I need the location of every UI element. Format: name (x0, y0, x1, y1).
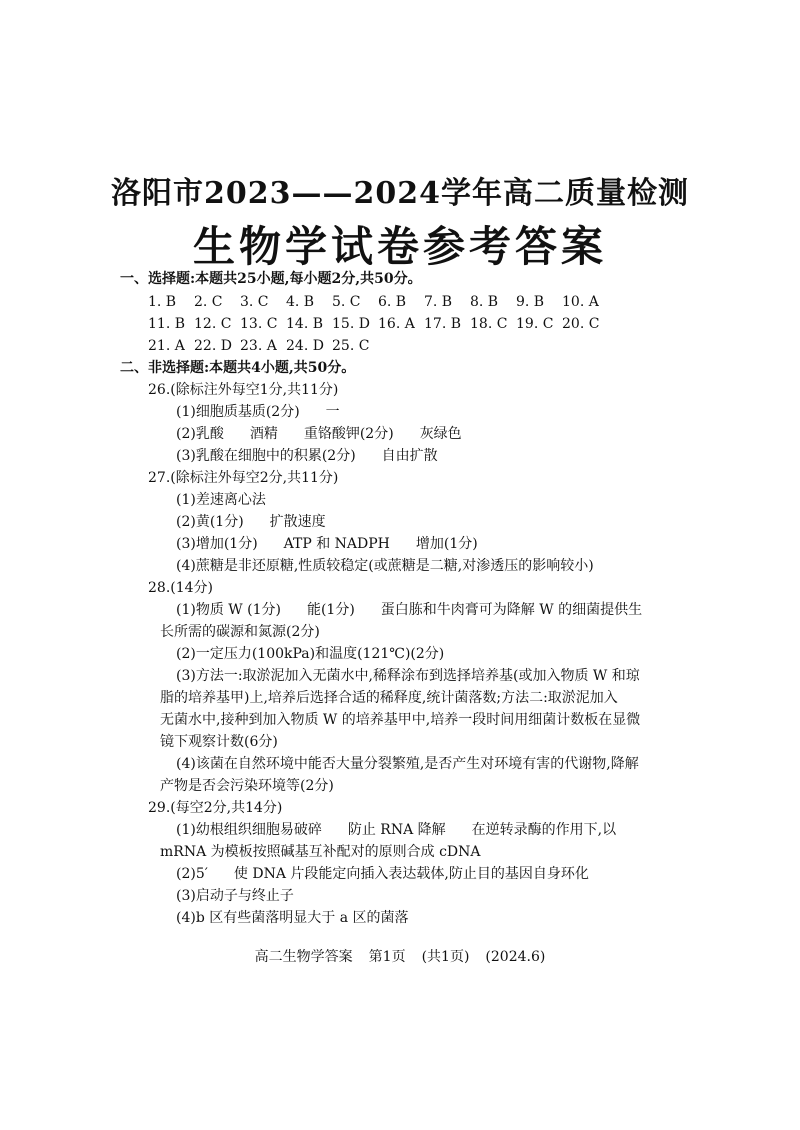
answer-text: ATP 和 NADPH (283, 536, 390, 552)
q27-heading: 27.(除标注外每空2分,共11分) (148, 470, 339, 486)
choice-answer: 10. A (562, 294, 599, 310)
q27-answer-3 (176, 535, 478, 553)
q28-answer-3-line4: 镜下观察计数(6分) (160, 734, 278, 750)
q28-answer-4-line1: (4)该菌在自然环境中能否大量分裂繁殖,是否产生对环境有害的代谢物,降解 (176, 756, 639, 772)
answer-text: 增加(1分) (415, 536, 478, 552)
choice-answer: 12. C (194, 316, 232, 332)
answer-text: 防止 RNA 降解 (347, 822, 446, 838)
choice-answer: 16. A (378, 316, 415, 332)
answer-text: (1)细胞质基质(2分) (176, 404, 300, 420)
choice-answer: 18. C (470, 316, 508, 332)
q29-heading: 29.(每空2分,共14分) (148, 800, 283, 816)
choice-answer: 13. C (240, 316, 278, 332)
choice-answer: 23. A (240, 338, 277, 354)
answer-text: 酒精 (249, 426, 278, 442)
answer-text: 灰绿色 (419, 426, 462, 442)
q28-answer-3-line1: (3)方法一:取淤泥加入无菌水中,稀释涂布到选择培养基(或加入物质 W 和琼 (176, 668, 640, 684)
q28-heading: 28.(14分) (148, 580, 214, 596)
answer-text: (1)幼根组织细胞易破碎 (176, 822, 322, 838)
exam-title: 洛阳市2023——2024学年高二质量检测 (111, 176, 689, 211)
answer-text: 能(1分) (306, 602, 355, 618)
q26-answer-2 (176, 425, 462, 443)
choice-answer: 2. C (194, 294, 223, 310)
q27-answer-1: (1)差速离心法 (176, 492, 266, 508)
exam-subtitle: 生物学试卷参考答案 (192, 222, 607, 271)
section2-heading: 二、非选择题:本题共4小题,共50分。 (120, 360, 356, 376)
section1-heading: 一、选择题:本题共25小题,每小题2分,共50分。 (120, 271, 422, 287)
choice-answer: 20. C (562, 316, 600, 332)
answer-text: (3)乳酸在细胞中的积累(2分) (176, 448, 356, 464)
q28-answer-3-line2: 脂的培养基甲)上,培养后选择合适的稀释度,统计菌落数;方法二:取淤泥加入 (160, 690, 618, 706)
q29-answer-1 (176, 821, 616, 839)
choice-answer: 7. B (424, 294, 453, 310)
answer-text: (3)增加(1分) (176, 536, 258, 552)
choice-row-1 (148, 293, 608, 311)
choice-answer: 6. B (378, 294, 407, 310)
choice-answer: 9. B (516, 294, 545, 310)
page-footer (0, 946, 800, 966)
answer-text: 在逆转录酶的作用下,以 (471, 822, 617, 838)
choice-answer: 4. B (286, 294, 315, 310)
q27-answer-4: (4)蔗糖是非还原糖,性质较稳定(或蔗糖是二糖,对渗透压的影响较小) (176, 558, 594, 574)
choice-answer: 14. B (286, 316, 324, 332)
choice-row-2 (148, 315, 608, 333)
answer-text: (2)5′ (176, 866, 208, 882)
q26-heading: 26.(除标注外每空1分,共11分) (148, 382, 339, 398)
answer-text: 蛋白胨和牛肉膏可为降解 W 的细菌提供生 (380, 602, 643, 618)
choice-answer: 17. B (424, 316, 462, 332)
choice-answer: 15. D (332, 316, 370, 332)
answer-text: (1)物质 W (1分) (176, 602, 281, 618)
q28-answer-2: (2)一定压力(100kPa)和温度(121℃)(2分) (176, 646, 445, 662)
choice-answer: 19. C (516, 316, 554, 332)
answer-text: 扩散速度 (269, 514, 326, 530)
q28-answer-4-line2: 产物是否会污染环境等(2分) (160, 778, 334, 794)
q29-answer-4: (4)b 区有些菌落明显大于 a 区的菌落 (176, 910, 409, 926)
answer-text: 自由扩散 (381, 448, 438, 464)
answer-text: 一 (325, 404, 340, 420)
choice-answer: 21. A (148, 338, 185, 354)
answer-text: (2)黄(1分) (176, 514, 244, 530)
answer-text: 使 DNA 片段能定向插入表达载体,防止目的基因自身环化 (233, 866, 589, 882)
footer-page-total: (共1页) (421, 949, 470, 965)
choice-answer: 1. B (148, 294, 177, 310)
q28-answer-1 (176, 601, 642, 619)
q26-answer-3 (176, 447, 438, 465)
choice-answer: 25. C (332, 338, 370, 354)
choice-row-3 (148, 337, 378, 355)
choice-answer: 22. D (194, 338, 232, 354)
footer-doc-name: 高二生物学答案 (254, 949, 353, 965)
q29-answer-3: (3)启动子与终止子 (176, 888, 294, 904)
q29-answer-1-cont: mRNA 为模板按照碱基互补配对的原则合成 cDNA (160, 844, 481, 860)
answer-text: 重铬酸钾(2分) (303, 426, 394, 442)
q29-answer-2 (176, 865, 589, 883)
choice-answer: 3. C (240, 294, 269, 310)
answer-text: (2)乳酸 (176, 426, 224, 442)
q26-answer-1 (176, 403, 340, 421)
q28-answer-3-line3: 无菌水中,接种到加入物质 W 的培养基甲中,培养一段时间用细菌计数板在显微 (160, 712, 641, 728)
q27-answer-2 (176, 513, 326, 531)
choice-answer: 11. B (148, 316, 186, 332)
choice-answer: 5. C (332, 294, 361, 310)
footer-page-number: 第1页 (368, 949, 406, 965)
choice-answer: 24. D (286, 338, 324, 354)
footer-date: (2024.6) (485, 949, 546, 965)
choice-answer: 8. B (470, 294, 499, 310)
q28-answer-1-cont: 长所需的碳源和氮源(2分) (160, 624, 320, 640)
